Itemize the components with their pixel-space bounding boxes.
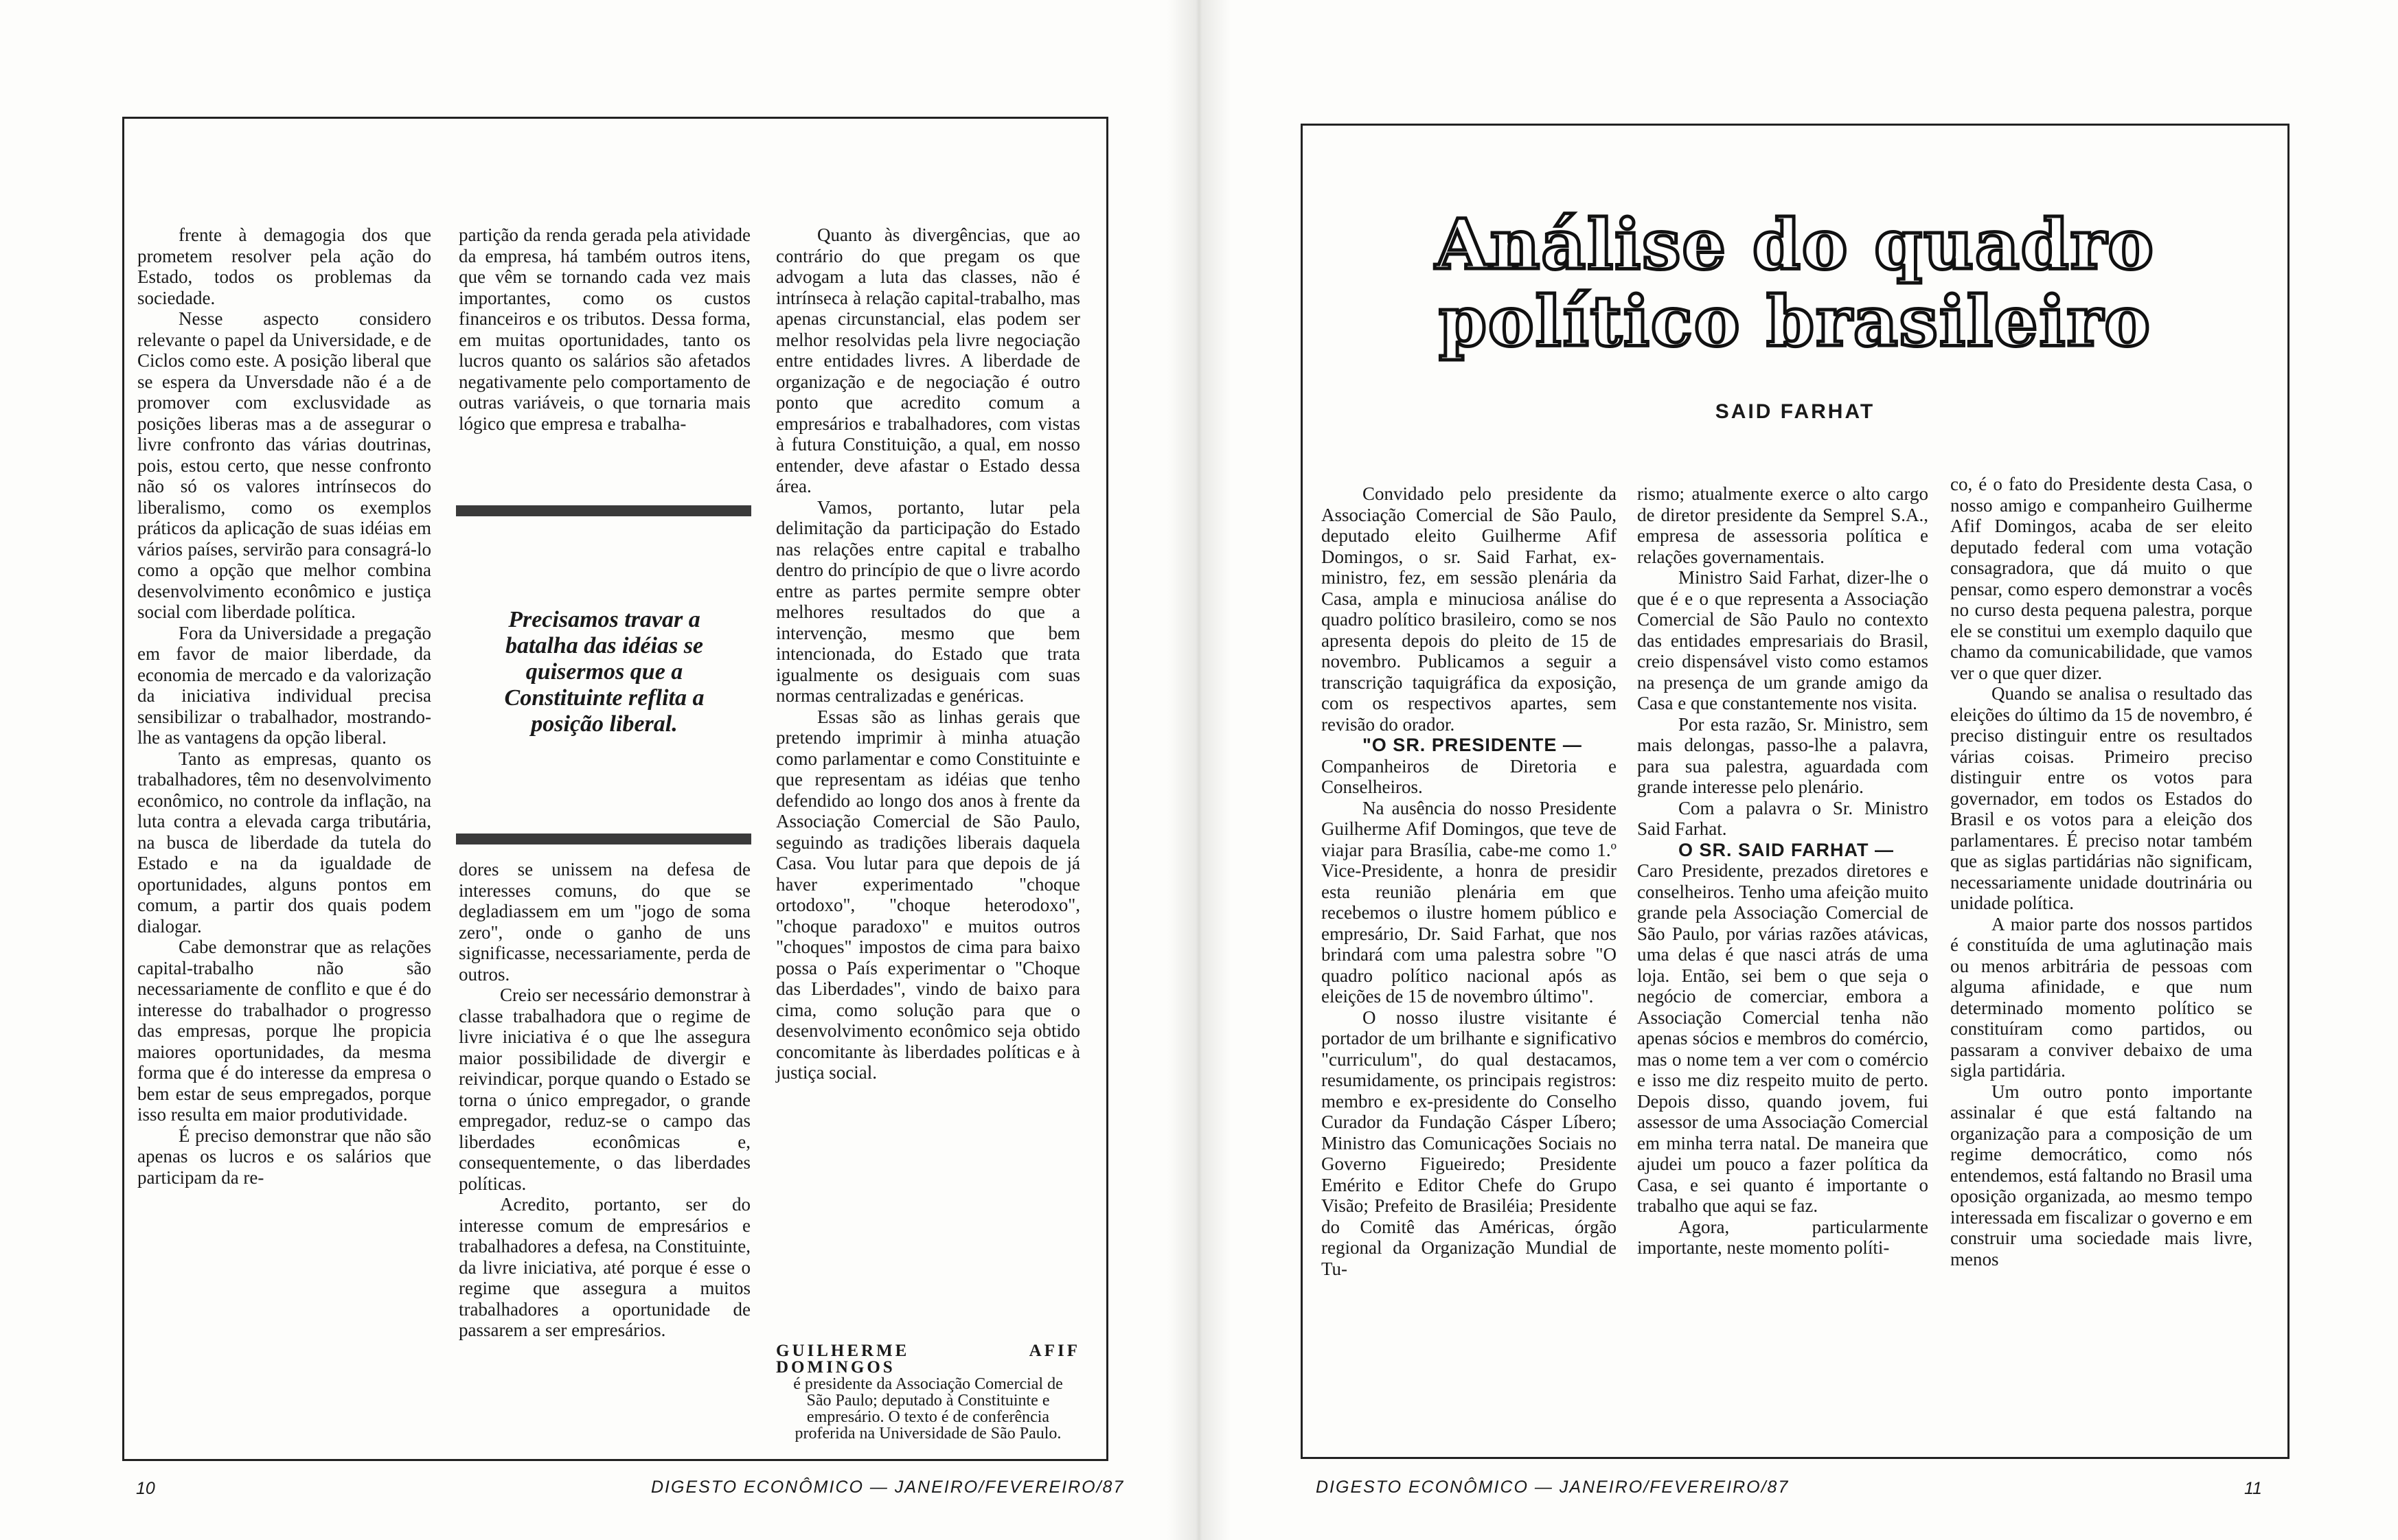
paragraph: frente à demagogia dos que prometem resolver pela ação do Estado, todos os problemas da sociedade. [137, 225, 431, 308]
author-bio-name: GUILHERME AFIF DOMINGOS [776, 1342, 1080, 1377]
paragraph: Fora da Universidade a pregação em favor de maior liberdade, da economia de mercado e da valorização da iniciativa individual precisa sensibilizar o trabalhador, mostrando-lhe as vantagens da opção liberal. [137, 622, 431, 748]
pullquote-bottom-bar [456, 834, 751, 844]
paragraph: O nosso ilustre visitante é portador de um brilhante e significativo "curriculum", do qual destacamos, resumidamente, os principais registros: membro e ex-presidente do Conselho Curador da Fundação Cásper Líbero; Ministro das Comunicações Sociais no Governo Figueiredo; Presidente Emérito e Editor Chefe do Grupo Visão; Prefeito de Brasiléia; Presidente do Comitê das Américas, órgão regional da Organização Mundial de Tu- [1321, 1007, 1617, 1279]
speaker-president: "O SR. PRESIDENTE — [1362, 735, 1582, 755]
left-column-2-top [459, 225, 751, 434]
paragraph: partição da renda gerada pela atividade da empresa, há também outros itens, que vêm se tornando cada vez mais importantes, como os custos financeiros e os tributos. Dessa forma, em muitas oportunidades, tanto os lucros quanto os salários são afetados negativamente pelo comportamento de outras variáveis, o que tornaria mais lógico que empresa e trabalha- [459, 225, 751, 434]
footer-left: DIGESTO ECONÔMICO — JANEIRO/FEVEREIRO/87 [651, 1478, 1125, 1497]
right-column-2 [1637, 483, 1928, 1259]
paragraph: dores se unissem na defesa de interesses comuns, do que se degladiassem em um "jogo de soma zero", onde o ganho de uns significasse, necessariamente, perda de outros. [459, 859, 751, 985]
article-title-line-2: político brasileiro [1439, 281, 2151, 362]
byline: SAID FARHAT [1715, 400, 1875, 423]
paragraph: Por esta razão, Sr. Ministro, sem mais delongas, passo-lhe a palavra, para sua palestra, aguardada com grande interesse pelo plenário. [1637, 713, 1928, 797]
paragraph: Nesse aspecto considero relevante o papel da Universidade, e de Ciclos como este. A posição liberal que se espera da Unversdade não é a de promover com exclusvidade as posições liberas mas a de assegurar o livre confronto das várias doutrinas, pois, estou certo, que nesse confronto não só os valores intrínsecos do liberalismo, como os exemplos práticos da aplicação de suas idéias em vários países, servirão para consagrá-lo como a opção que melhor combina desenvolvimento econômico e justiça social com liberdade política. [137, 308, 431, 622]
article-title-line-1: Análise do quadro [1435, 204, 2155, 285]
left-column-1 [137, 225, 431, 1188]
paragraph: Tanto as empresas, quanto os trabalhadores, têm no desenvolvimento econômico, no controle da inflação, na luta contra a elevada carga tributária, na busca de liberdade da tutela do Estado e na da igualdade de oportunidades, alguns pontos em comum, a partir dos quais podem dialogar. [137, 748, 431, 936]
speaker-said-farhat-opening: Caro Presidente, prezados diretores e conselheiros. Tenho uma afeição muito grande pela Associação Comercial de São Paulo, por várias razões atávicas, uma delas é que nasci atrás de uma loja. Então, sei bem o que seja o negócio de comerciar, embora a Associação Comercial tenha não apenas sócios e membros do comércio, mas o nome tem a ver com o comércio e isso me diz respeito muito de perto. Depois disso, quando jovem, fui assessor de uma Associação Comercial em minha terra natal. De maneira que ajudei um pouco a fazer política da Casa, e sei quanto é importante o trabalho que aqui se faz. [1637, 860, 1928, 1216]
paragraph: A maior parte dos nossos partidos é constituída de uma aglutinação mais ou menos arbitrária de pessoas com alguma afinidade, e que num determinado momento político se constituíram como partidos, ou passaram a conviver debaixo de uma sigla partidária. [1950, 913, 2252, 1081]
speaker-president-opening: Companheiros de Diretoria e Conselheiros. [1321, 755, 1617, 797]
page-number-left: 10 [136, 1479, 155, 1498]
paragraph: Cabe demonstrar que as relações capital-trabalho não são necessariamente de conflito e que é do interesse do trabalhador o progresso das empresas, porque lhe propicia maiores oportunidades, da mesma forma que é do interesse da empresa o bem estar de seus empregados, porque isso resulta em maior produtividade. [137, 936, 431, 1125]
right-column-3 [1950, 474, 2252, 1269]
paragraph: Ministro Said Farhat, dizer-lhe o que é e o que representa a Associação Comercial de São Paulo no contexto das entidades empresariais do Brasil, creio dispensável visto como estamos na presença de um grande amigo da Casa e que constantemente nos visita. [1637, 567, 1928, 713]
paragraph: Quanto às divergências, que ao contrário do que pregam os que advogam a luta das classes, não é intrínseca à relação capital-trabalho, mas apenas circunstancial, elas podem ser melhor resolvidas pela livre negociação entre entidades livres. A liberdade de organização e de negociação é outro ponto que acredito comum a empresários e trabalhadores, com vistas à futura Constituição, a qual, em nosso entender, deve afastar o Estado dessa área. [776, 225, 1080, 496]
paragraph: Quando se analisa o resultado das eleições do último da 15 de novembro, é preciso distinguir entre os resultados várias coisas. Primeiro preciso distinguir entre os votos para governador, em todos os Estados do Brasil e os votos para a eleição dos parlamentares. É preciso notar também que as siglas partidárias não significam, necessariamente unidade doutrinária ou unidade política. [1950, 683, 2252, 913]
paragraph: Com a palavra o Sr. Ministro Said Farhat. [1637, 797, 1928, 839]
paragraph: Um outro ponto importante assinalar é que está faltando na organização para a composição de um regime democrático, como nós entendemos, está faltando no Brasil uma oposição organizada, ao mesmo tempo interessada em fiscalizar o governo e em construir uma sociedade mais livre, menos [1950, 1081, 2252, 1269]
speaker-said-farhat: O SR. SAID FARHAT — [1678, 839, 1895, 860]
footer-right: DIGESTO ECONÔMICO — JANEIRO/FEVEREIRO/87 [1316, 1478, 1790, 1497]
paragraph: rismo; atualmente exerce o alto cargo de diretor presidente da Semprel S.A., empresa de assessoria política e relações governamentais. [1637, 483, 1928, 567]
author-bio [776, 1343, 1080, 1442]
left-column-3 [776, 225, 1080, 1083]
right-page [1199, 0, 2398, 1540]
paragraph: Na ausência do nosso Presidente Guilherme Afif Domingos, que teve de viajar para Brasília, cabe-me como 1.º Vice-Presidente, a honra de presidir esta reunião plenária em que recebemos o ilustre homem público e empresário, Dr. Said Farhat, que nos brindará com uma palestra sobre "O quadro político nacional após as eleições de 15 de novembro último". [1321, 797, 1617, 1007]
paragraph: Essas são as linhas gerais que pretendo imprimir à minha atuação como parlamentar e como Constituinte e que representam as idéias que tenho defendido ao longo dos anos à frente da Associação Comercial de São Paulo, seguindo as tradições liberais daquela Casa. Vou lutar para que depois de já haver experimentado "choque ortodoxo", "choque heterodoxo", "choque paradoxo" e muitos outros "choques" impostos de cima para baixo possa o País experimentar o "Choque das Liberdades", vindo de baixo para cima, como solução para que o desenvolvimento econômico seja obtido concomitante às liberdades políticas e à justiça social. [776, 706, 1080, 1083]
paragraph: Vamos, portanto, lutar pela delimitação da participação do Estado nas relações entre capital e trabalho dentro do princípio de que o livre acordo entre as partes permite sempre obter melhores resultados do que a intervenção, mesmo que bem intencionada, do Estado que trata igualmente os desiguais com suas normas centralizadas e genéricas. [776, 496, 1080, 706]
paragraph: Creio ser necessário demonstrar à classe trabalhadora que o regime de livre iniciativa é o que lhe assegura maior possibilidade de divergir e reivindicar, porque quando o Estado se torna o único empregador, o grande empregador, reduz-se o campo das liberdades econômicas e, consequentemente, o das liberdades políticas. [459, 985, 751, 1194]
paragraph: Convidado pelo presidente da Associação Comercial de São Paulo, deputado eleito Guilherme Afif Domingos, o sr. Said Farhat, ex-ministro, fez, em sessão plenária da Casa, ampla e minuciosa análise do quadro político brasileiro, como se nos apresenta depois do pleito de 15 de novembro. Publicamos a seguir a transcrição taquigráfica da exposição, com os respectivos apartes, sem revisão do orador. [1321, 483, 1617, 735]
pullquote: Precisamos travar a batalha das idéias se quisermos que a Constituinte reflita a posição liberal. [504, 607, 705, 737]
left-column-2-bottom [459, 859, 751, 1341]
pullquote-top-bar [456, 505, 751, 516]
article-title [1336, 206, 2254, 360]
paragraph: co, é o fato do Presidente desta Casa, o nosso amigo e companheiro Guilherme Afif Domingos, acaba de ser eleito deputado federal com uma votação consagradora, que dá muito o que pensar, como espero demonstrar a vocês no curso desta pequena palestra, porque ele se constitui um exemplo daquilo que chamo da comunicabilidade, que vamos ver o que quer dizer. [1950, 474, 2252, 683]
right-column-1 [1321, 483, 1617, 1279]
paragraph: Acredito, portanto, ser do interesse comum de empresários e trabalhadores a defesa, na Constituinte, da livre iniciativa, até porque é esse o regime que assegura a muitos trabalhadores a oportunidade de passarem a ser empresários. [459, 1194, 751, 1340]
page-number-right: 11 [2244, 1479, 2262, 1498]
author-bio-text: é presidente da Associação Comercial de São Paulo; deputado à Constituinte e empresário. O texto é de conferência proferida na Universidade de São Paulo. [793, 1375, 1063, 1443]
paragraph: É preciso demonstrar que não são apenas os lucros e os salários que participam da re- [137, 1125, 431, 1188]
paragraph: Agora, particularmente importante, neste momento políti- [1637, 1216, 1928, 1258]
